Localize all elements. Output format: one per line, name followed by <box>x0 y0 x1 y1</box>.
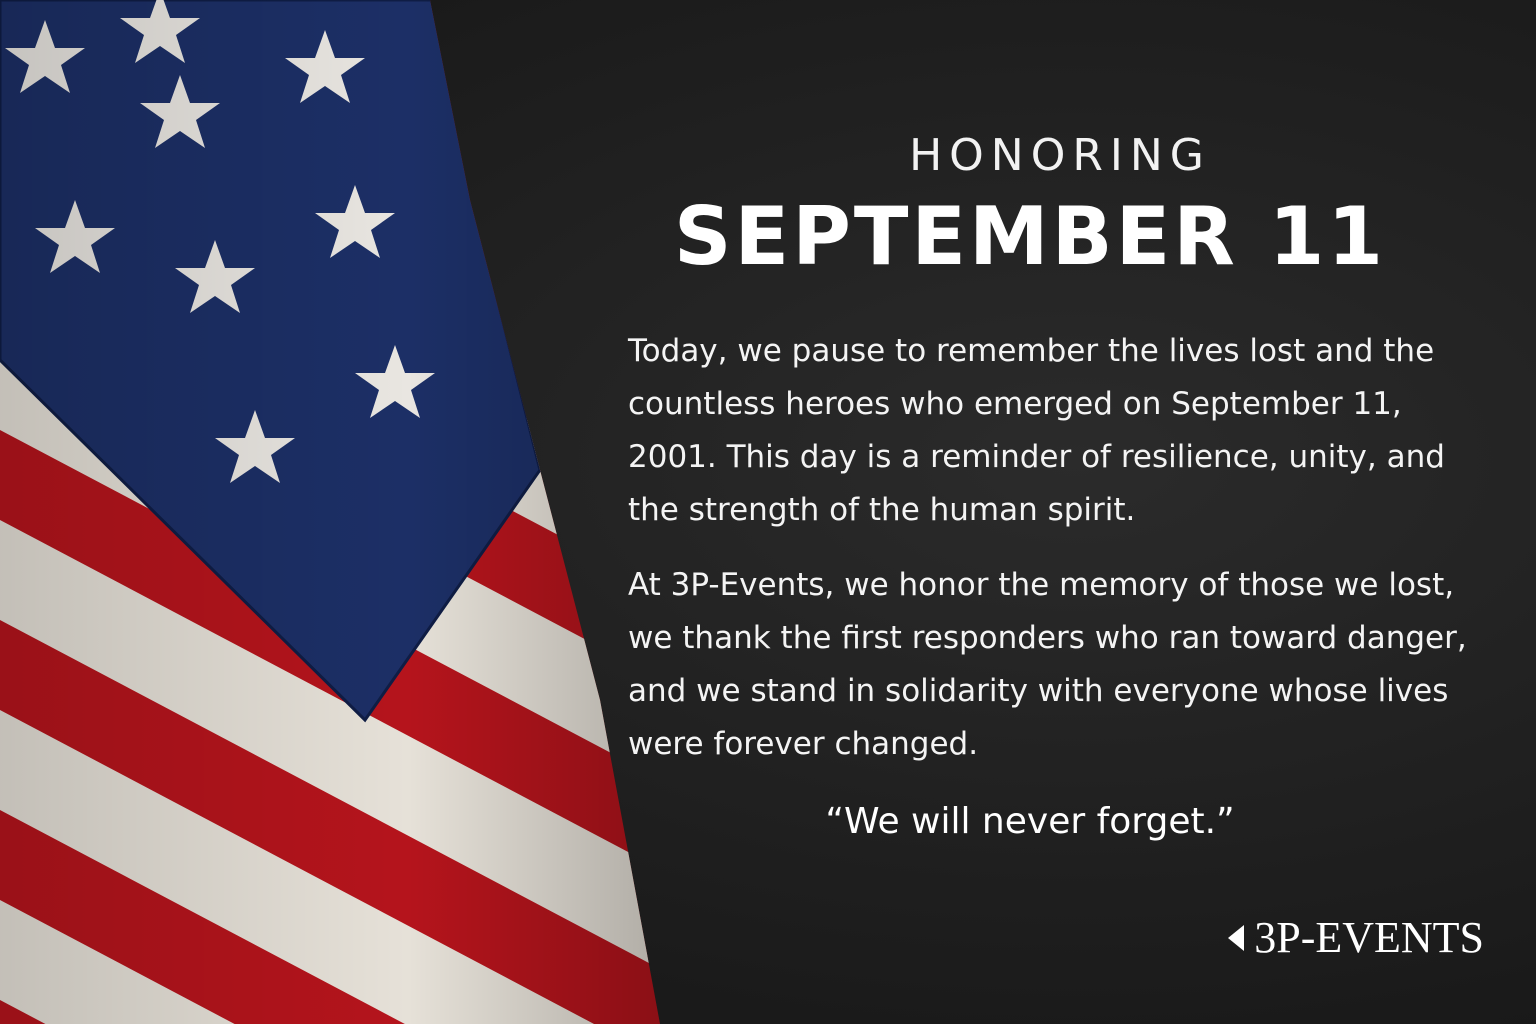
american-flag-image <box>0 0 680 1024</box>
brand-triangle-icon <box>1228 925 1244 951</box>
eyebrow-heading: HONORING <box>909 130 1211 181</box>
brand-name: 3P-EVENTS <box>1254 913 1484 962</box>
remembrance-paragraph: Today, we pause to remember the lives lost and the countless heroes who emerged on September 11, 2001. This day is a reminder of resilience, unity, and the strength of the human spirit. <box>628 333 1445 528</box>
brand-logo <box>1228 912 1484 963</box>
memorial-quote: “We will never forget.” <box>825 801 1235 842</box>
page-title: SEPTEMBER 11 <box>673 190 1387 283</box>
message-panel <box>610 130 1490 842</box>
company-tribute-paragraph: At 3P-Events, we honor the memory of those we lost, we thank the first responders who ran toward danger, and we stand in solidarity with everyone whose lives were forever changed. <box>628 567 1467 762</box>
